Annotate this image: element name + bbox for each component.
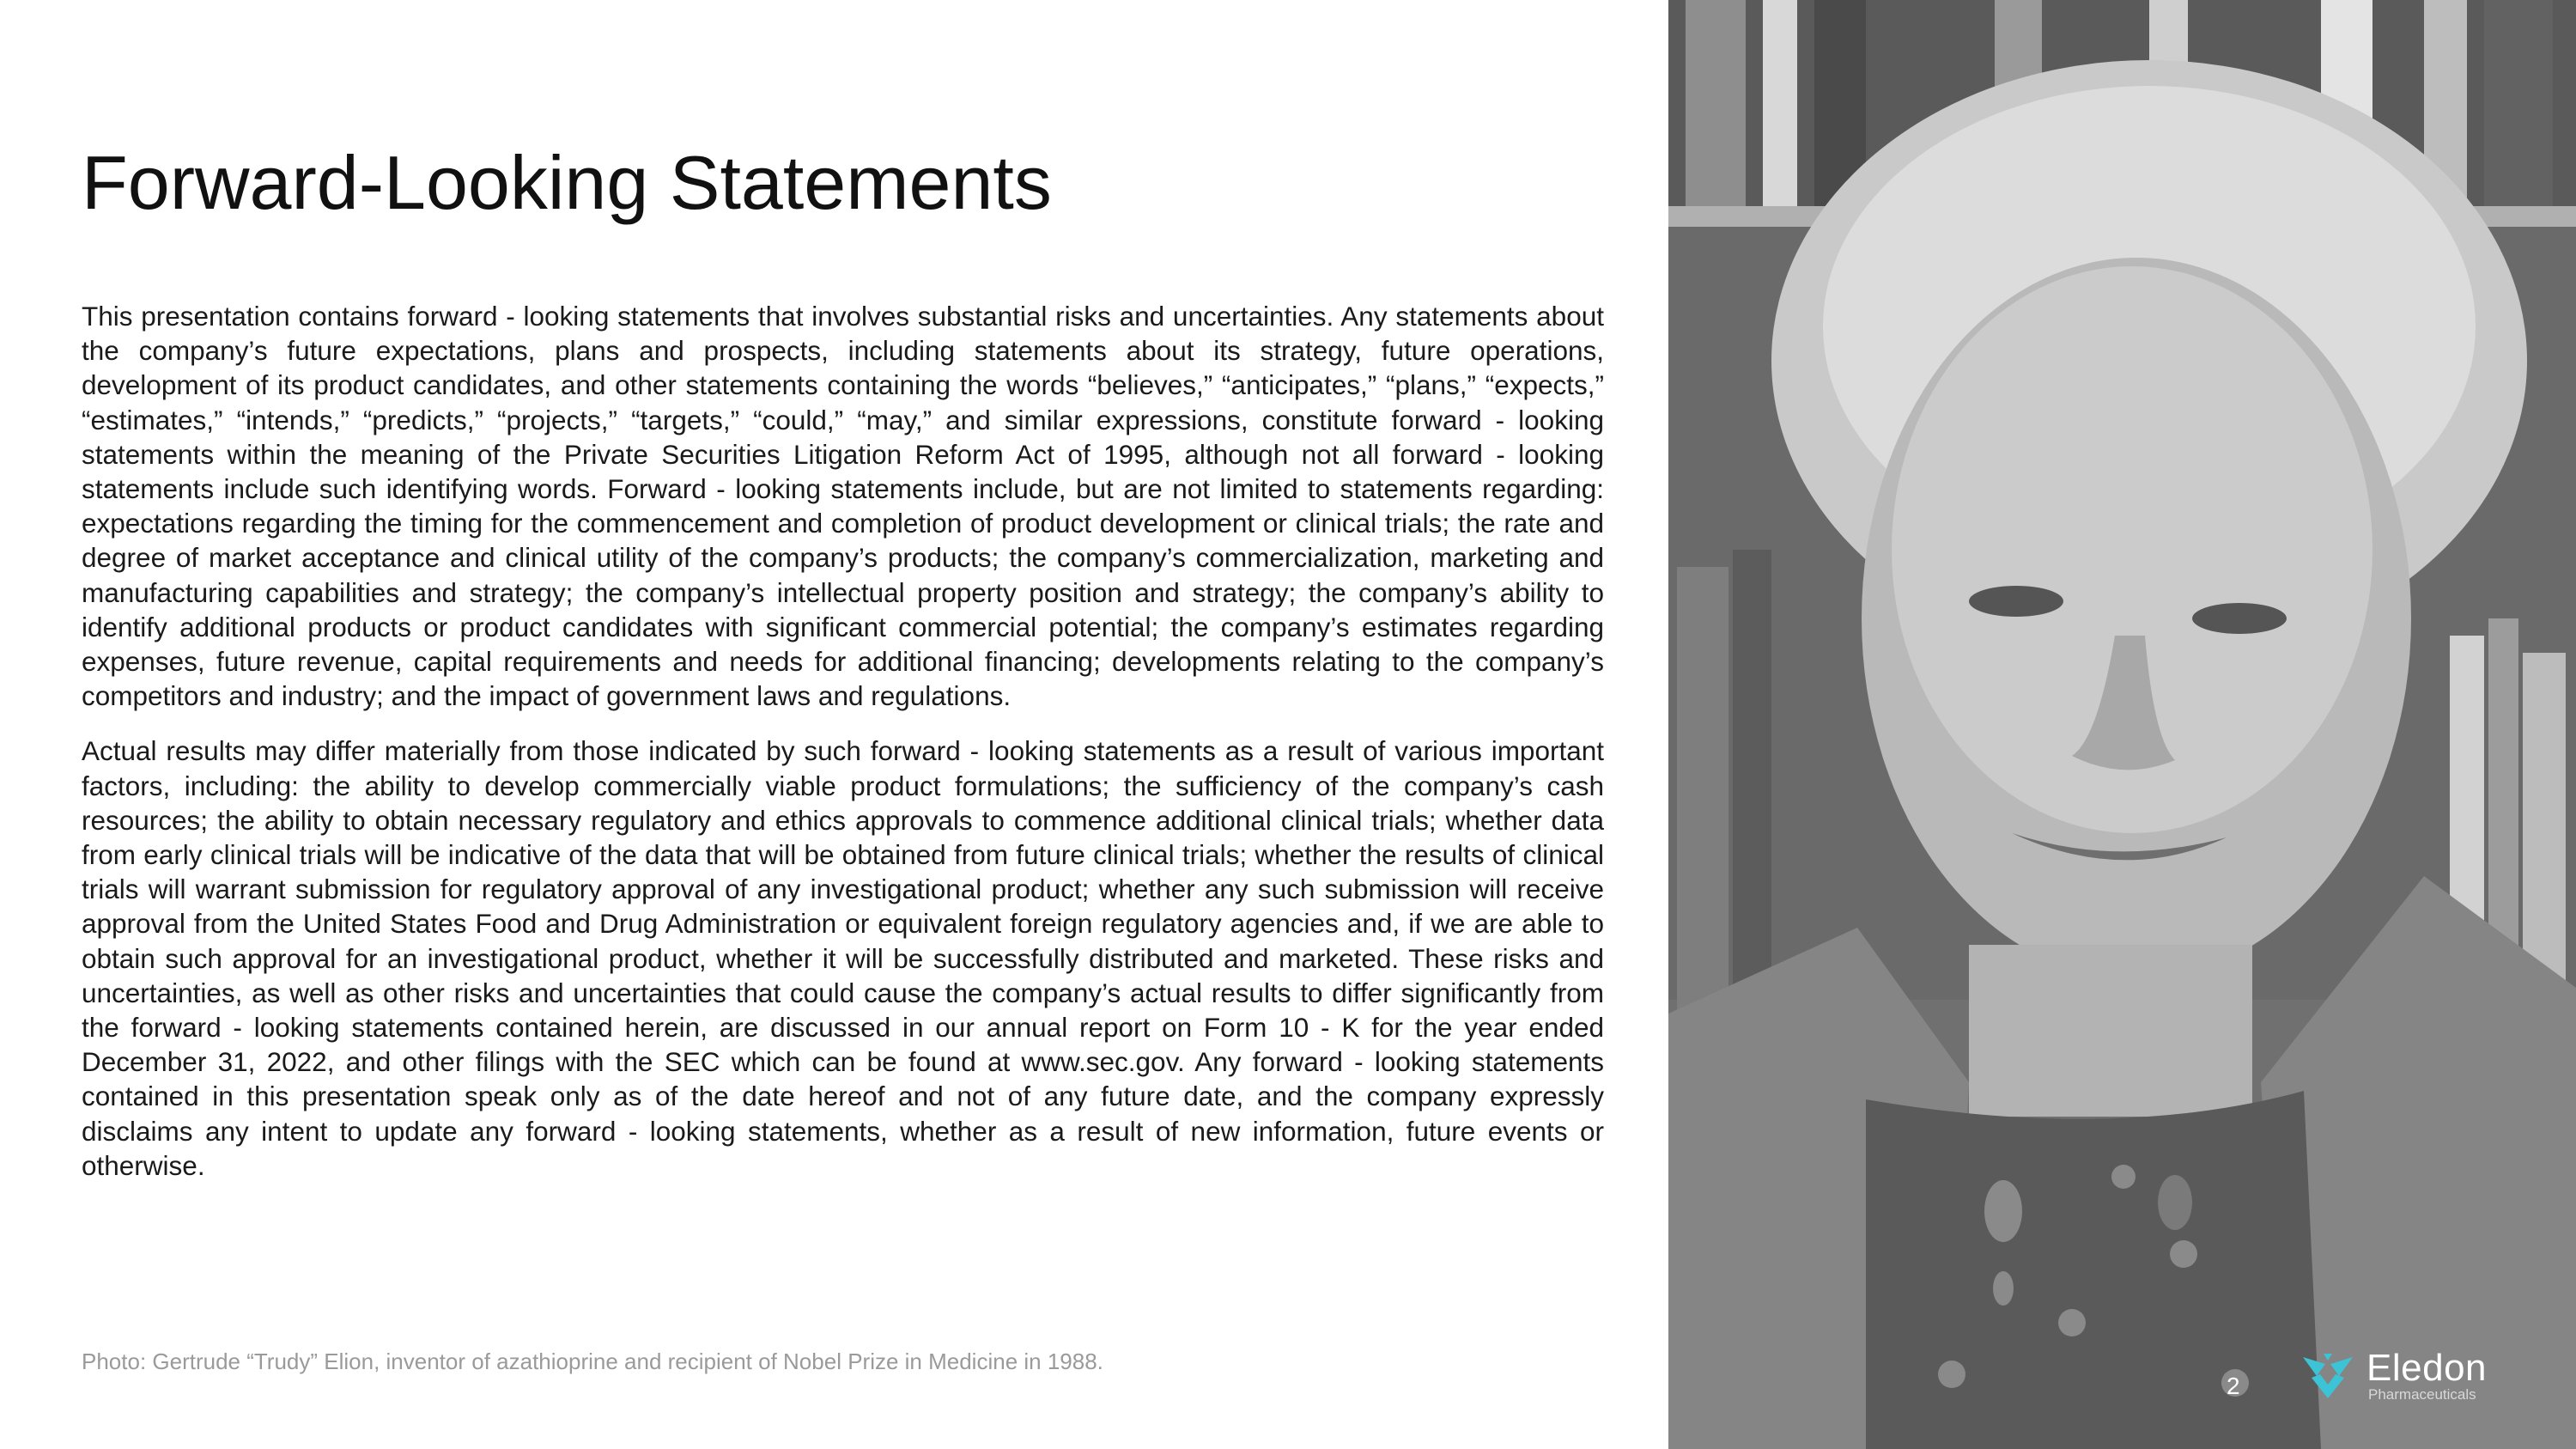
logo-subtitle: Pharmaceuticals — [2368, 1386, 2476, 1403]
eledon-logo-icon — [2300, 1350, 2356, 1402]
disclaimer-paragraph-1: This presentation contains forward - looking statements that involves substantial risks and uncertainties. Any statements about the company’s future expectations, plans and prospects, including statements about its strategy, future operations, development of its product candidates, and other statements containing the words “believes,” “anticipates,” “plans,” “expects,” “estimates,” “intends,” “predicts,” “projects,” “targets,” “could,” “may,” and similar expressions, constitute forward - looking statements within the meaning of the Private Securities Litigation Reform Act of 1995, although not all forward - looking statements include such identifying words. Forward - looking statements include, but are not limited to statements regarding: expectations regarding the timing for the commencement and completion of product development or clinical trials; the rate and degree of market acceptance and clinical utility of the company’s products; the company’s commercialization, marketing and manufacturing capabilities and strategy; the company’s intellectual property position and strategy; the company’s ability to identify additional products or product candidates with significant commercial potential; the company’s estimates regarding expenses, future revenue, capital requirements and needs for additional financing; developments relating to the company’s competitors and industry; and the impact of government laws and regulations. — [82, 301, 1604, 712]
page-number: 2 — [2227, 1373, 2240, 1399]
photo-caption: Photo: Gertrude “Trudy” Elion, inventor of azathioprine and recipient of Nobel Prize in Medicine in 1988. — [82, 1349, 1103, 1374]
portrait-photo-icon — [1668, 0, 2576, 1449]
logo-name: Eledon — [2366, 1347, 2488, 1389]
disclaimer-paragraph-2: Actual results may differ materially from those indicated by such forward - looking statements as a result of various important factors, including: the ability to develop commercially viable product formulations; the sufficiency of the company’s cash resources; the ability to obtain necessary regulatory and ethics approvals to commence additional clinical trials; whether data from early clinical trials will be indicative of the data that will be obtained from future clinical trials; whether the results of clinical trials will warrant submission for regulatory approval of any investigational product; whether any such submission will receive approval from the United States Food and Drug Administration or equivalent foreign regulatory agencies and, if we are able to obtain such approval for an investigational product, whether it will be successfully distributed and marketed. These risks and uncertainties, as well as other risks and uncertainties that could cause the company’s actual results to differ significantly from the forward - looking statements contained herein, are discussed in our annual report on Form 10 - K for the year ended December 31, 2022, and other filings with the SEC which can be found at www.sec.gov. Any forward - looking statements contained in this presentation speak only as of the date hereof and not of any future date, and the company expressly disclaims any intent to update any forward - looking statements, whether as a result of new information, future events or otherwise. — [82, 735, 1604, 1181]
slide-title: Forward-Looking Statements — [82, 140, 1052, 225]
disclaimer-body — [82, 299, 1604, 1203]
company-logo — [2300, 1347, 2506, 1407]
portrait-photo — [1668, 0, 2576, 1449]
